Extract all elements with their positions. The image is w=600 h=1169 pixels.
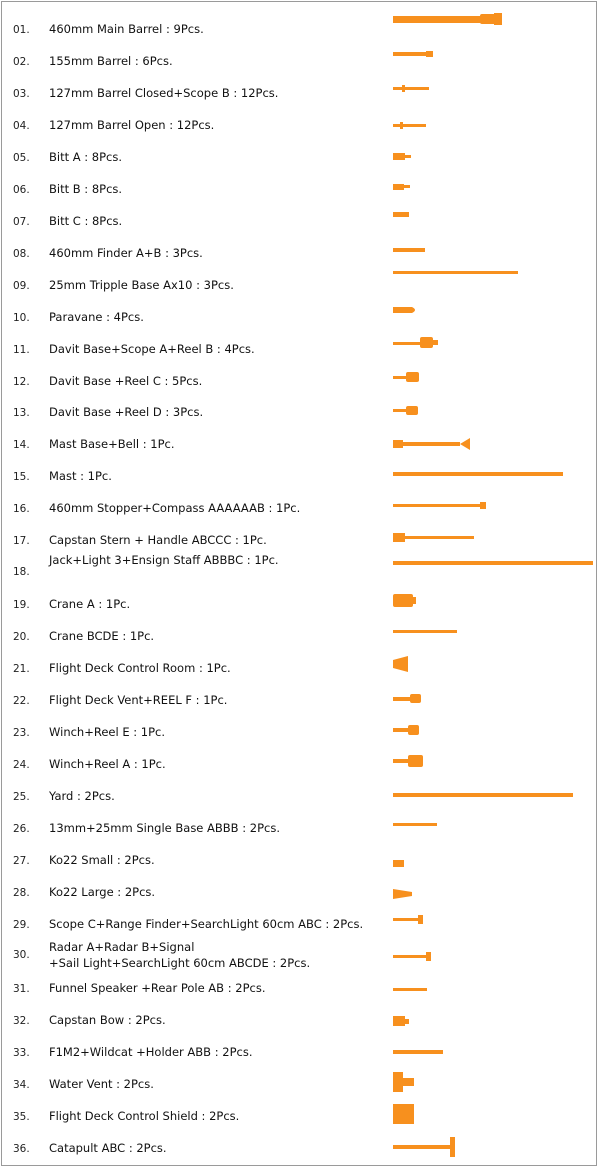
item-name: F1M2+Wildcat +Holder ABB : 2Pcs. — [49, 1045, 253, 1059]
part-29-scope-image — [393, 915, 423, 924]
part-18-jack-image — [393, 561, 593, 565]
item-number: 01. — [13, 24, 30, 36]
item-number: 25. — [13, 791, 30, 803]
part-15-mast-image — [393, 472, 563, 476]
item-number: 34. — [13, 1079, 30, 1091]
part-25-yard-image — [393, 793, 573, 797]
item-name: Funnel Speaker +Rear Pole AB : 2Pcs. — [49, 981, 266, 995]
item-number: 21. — [13, 663, 30, 675]
item-number: 32. — [13, 1015, 30, 1027]
item-name: Radar A+Radar B+Signal — [49, 940, 195, 954]
item-name: 460mm Main Barrel : 9Pcs. — [49, 22, 204, 36]
part-28-ko22-large-image — [393, 889, 412, 899]
part-08-finder-image — [393, 248, 425, 252]
part-36-catapult-image — [393, 1137, 455, 1157]
item-name: Crane A : 1Pc. — [49, 597, 131, 611]
item-name: Davit Base+Scope A+Reel B : 4Pcs. — [49, 342, 255, 356]
item-name: Jack+Light 3+Ensign Staff ABBBC : 1Pc. — [49, 553, 279, 567]
item-name: Water Vent : 2Pcs. — [49, 1077, 154, 1091]
item-name: Davit Base +Reel C : 5Pcs. — [49, 374, 203, 388]
item-name: 13mm+25mm Single Base ABBB : 2Pcs. — [49, 821, 280, 835]
part-05-bitt-image — [393, 153, 411, 160]
item-number: 23. — [13, 727, 30, 739]
item-name: Catapult ABC : 2Pcs. — [49, 1141, 167, 1155]
item-name: Flight Deck Control Shield : 2Pcs. — [49, 1109, 240, 1123]
part-03-barrel-image — [393, 85, 429, 92]
item-number: 35. — [13, 1111, 30, 1123]
item-name: Flight Deck Vent+REEL F : 1Pc. — [49, 693, 228, 707]
item-name: 127mm Barrel Open : 12Pcs. — [49, 118, 215, 132]
item-name: Bitt B : 8Pcs. — [49, 182, 123, 196]
item-number: 06. — [13, 184, 30, 196]
part-02-barrel-image — [393, 51, 433, 57]
item-number: 29. — [13, 919, 30, 931]
part-12-davit-image — [393, 372, 419, 382]
part-14-mast-base-image — [393, 438, 470, 450]
item-number: 28. — [13, 887, 30, 899]
part-24-winch-image — [393, 755, 423, 767]
item-name: Ko22 Small : 2Pcs. — [49, 853, 155, 867]
part-09-tripple-base-image — [393, 271, 518, 274]
item-number: 20. — [13, 631, 30, 643]
part-22-vent-image — [393, 694, 421, 703]
part-30-radar-image — [393, 952, 431, 961]
item-number: 10. — [13, 312, 30, 324]
part-11-davit-image — [393, 337, 438, 348]
item-name: Mast : 1Pc. — [49, 469, 112, 483]
item-number: 22. — [13, 695, 30, 707]
part-20-crane-image — [393, 630, 457, 633]
part-01-main-barrel-image — [393, 13, 502, 25]
part-32-capstan-bow-image — [393, 1016, 409, 1026]
item-name: Winch+Reel A : 1Pc. — [49, 757, 166, 771]
part-23-winch-image — [393, 725, 419, 735]
item-number: 04. — [13, 120, 30, 132]
item-name: Winch+Reel E : 1Pc. — [49, 725, 166, 739]
item-number: 08. — [13, 248, 30, 260]
part-07-bitt-image — [393, 212, 409, 217]
part-34-water-vent-image — [393, 1072, 414, 1092]
item-number: 30. — [13, 949, 30, 961]
item-name: Capstan Stern + Handle ABCCC : 1Pc. — [49, 533, 267, 547]
part-17-capstan-image — [393, 533, 474, 542]
item-number: 18. — [13, 566, 30, 578]
item-number: 09. — [13, 280, 30, 292]
item-name: Capstan Bow : 2Pcs. — [49, 1013, 166, 1027]
item-name: Paravane : 4Pcs. — [49, 310, 144, 324]
item-number: 14. — [13, 439, 30, 451]
item-name: Bitt C : 8Pcs. — [49, 214, 123, 228]
item-name: Bitt A : 8Pcs. — [49, 150, 123, 164]
item-number: 27. — [13, 855, 30, 867]
item-number: 19. — [13, 599, 30, 611]
item-name: Mast Base+Bell : 1Pc. — [49, 437, 175, 451]
part-19-crane-image — [393, 594, 416, 607]
part-31-funnel-speaker-image — [393, 988, 427, 991]
item-number: 26. — [13, 823, 30, 835]
item-name: 155mm Barrel : 6Pcs. — [49, 54, 173, 68]
item-name: Davit Base +Reel D : 3Pcs. — [49, 405, 204, 419]
item-name: 460mm Finder A+B : 3Pcs. — [49, 246, 203, 260]
part-10-paravane-image — [393, 307, 415, 313]
part-27-ko22-small-image — [393, 860, 404, 867]
item-name: Crane BCDE : 1Pc. — [49, 629, 155, 643]
part-26-single-base-image — [393, 823, 437, 826]
item-number: 15. — [13, 471, 30, 483]
item-number: 02. — [13, 56, 30, 68]
item-number: 12. — [13, 376, 30, 388]
item-number: 13. — [13, 407, 30, 419]
item-name: Ko22 Large : 2Pcs. — [49, 885, 156, 899]
item-number: 31. — [13, 983, 30, 995]
item-name-continued: +Sail Light+SearchLight 60cm ABCDE : 2Pcs. — [49, 956, 311, 970]
item-name: 460mm Stopper+Compass AAAAAAB : 1Pc. — [49, 501, 301, 515]
part-06-bitt-image — [393, 184, 410, 190]
part-04-barrel-image — [393, 122, 426, 129]
item-name: Flight Deck Control Room : 1Pc. — [49, 661, 231, 675]
item-number: 16. — [13, 503, 30, 515]
item-number: 36. — [13, 1143, 30, 1155]
item-name: Scope C+Range Finder+SearchLight 60cm ABC : 2Pcs. — [49, 917, 364, 931]
item-number: 33. — [13, 1047, 30, 1059]
item-number: 24. — [13, 759, 30, 771]
part-35-control-shield-image — [393, 1104, 414, 1124]
part-21-control-room-image — [393, 656, 408, 672]
item-number: 03. — [13, 88, 30, 100]
item-number: 11. — [13, 344, 30, 356]
item-number: 17. — [13, 535, 30, 547]
item-number: 05. — [13, 152, 30, 164]
part-16-stopper-image — [393, 502, 486, 509]
part-33-f1m2-image — [393, 1050, 443, 1054]
item-name: 25mm Tripple Base Ax10 : 3Pcs. — [49, 278, 234, 292]
part-13-davit-image — [393, 406, 418, 415]
part-silhouettes — [390, 0, 598, 1169]
item-name: Yard : 2Pcs. — [49, 789, 115, 803]
item-name: 127mm Barrel Closed+Scope B : 12Pcs. — [49, 86, 279, 100]
item-number: 07. — [13, 216, 30, 228]
